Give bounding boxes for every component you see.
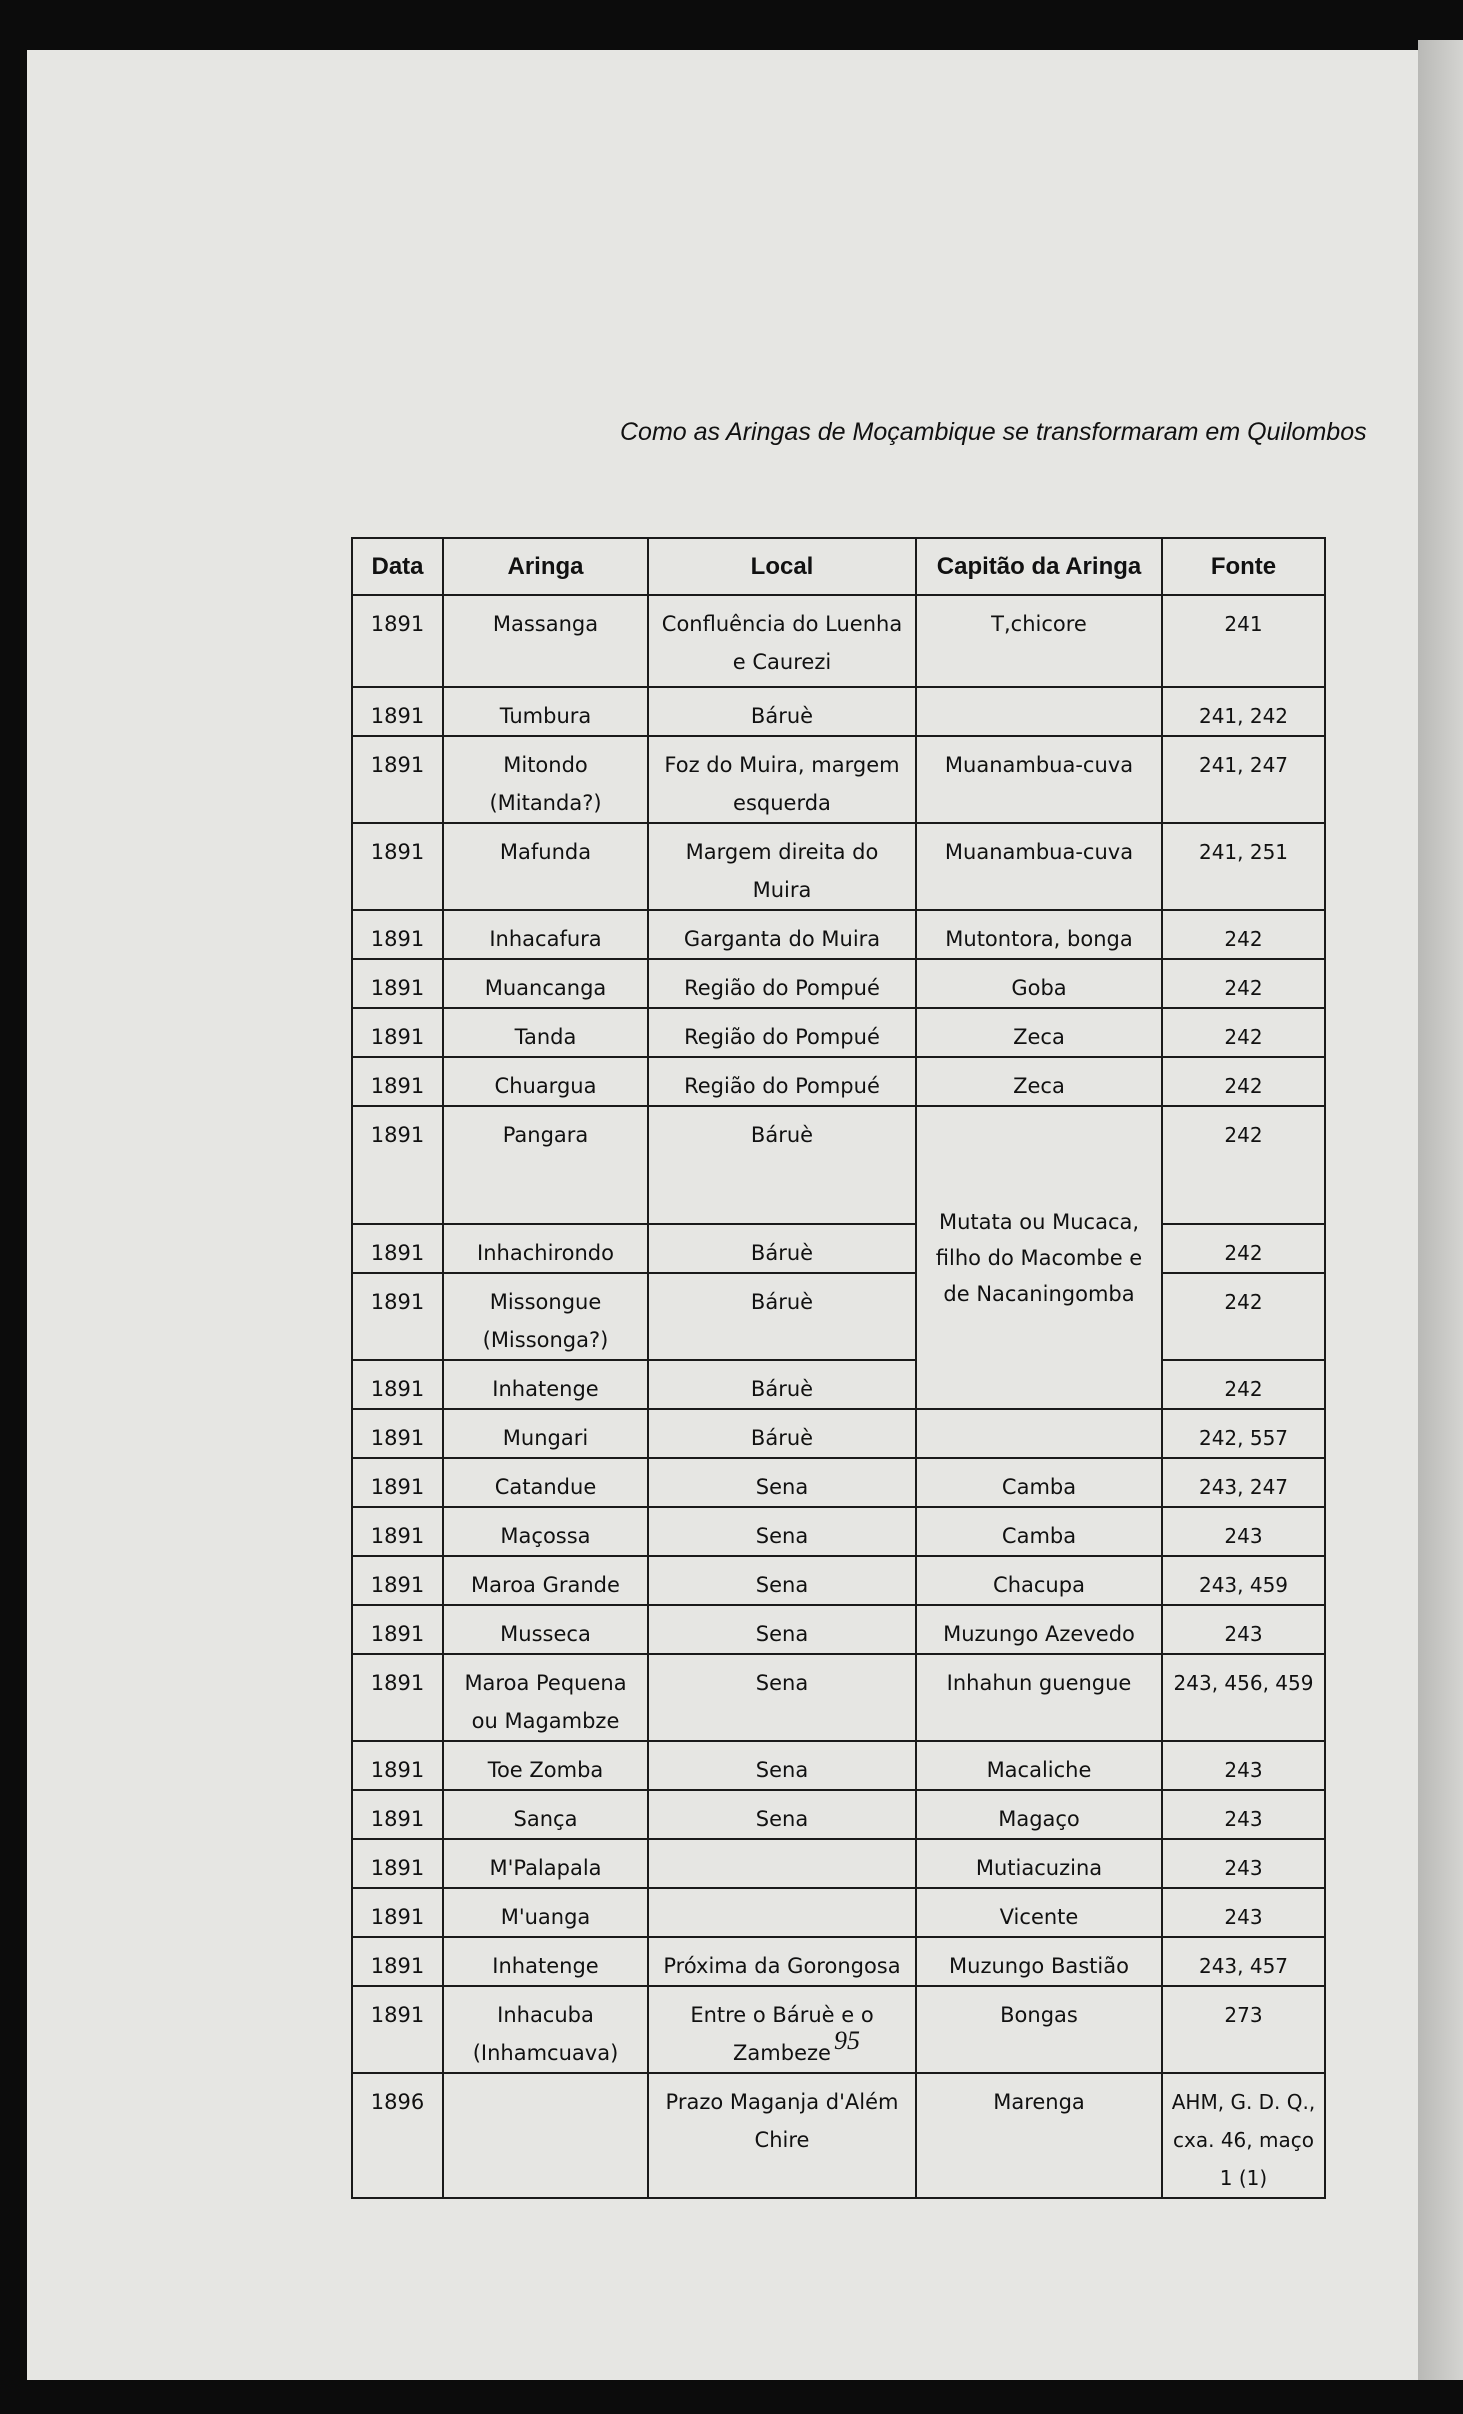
- table-row: [352, 959, 1325, 1008]
- cell-local: Confluência do Luenha e Caurezi: [648, 595, 916, 687]
- cell-capitao: Camba: [916, 1458, 1162, 1507]
- aringas-table: [351, 537, 1326, 2199]
- cell-local: Próxima da Gorongosa: [648, 1937, 916, 1986]
- cell-aringa: Musseca: [443, 1605, 648, 1654]
- cell-capitao: Magaço: [916, 1790, 1162, 1839]
- cell-data: 1891: [352, 1986, 443, 2073]
- table-row: [352, 1008, 1325, 1057]
- cell-fonte: 243, 456, 459: [1162, 1654, 1325, 1741]
- cell-aringa: Sança: [443, 1790, 648, 1839]
- page-number: 95: [834, 2026, 860, 2055]
- cell-fonte: 241, 247: [1162, 736, 1325, 823]
- cell-data: 1891: [352, 595, 443, 687]
- cell-data: 1891: [352, 1507, 443, 1556]
- cell-local: Entre o Báruè e o Zambeze: [648, 1986, 916, 2073]
- cell-capitao: Mutiacuzina: [916, 1839, 1162, 1888]
- cell-data: 1891: [352, 1839, 443, 1888]
- cell-local: Báruè: [648, 1360, 916, 1409]
- cell-fonte: 243: [1162, 1888, 1325, 1937]
- header-capitao: Capitão da Aringa: [916, 538, 1162, 595]
- cell-local: [648, 1839, 916, 1888]
- cell-fonte: 243, 247: [1162, 1458, 1325, 1507]
- cell-aringa: Inhachirondo: [443, 1224, 648, 1273]
- cell-aringa: Inhacafura: [443, 910, 648, 959]
- cell-local: Sena: [648, 1654, 916, 1741]
- cell-capitao: Inhahun guengue: [916, 1654, 1162, 1741]
- cell-aringa: Muancanga: [443, 959, 648, 1008]
- cell-aringa: Mitondo (Mitanda?): [443, 736, 648, 823]
- cell-fonte: 243, 459: [1162, 1556, 1325, 1605]
- cell-aringa: Pangara: [443, 1106, 648, 1224]
- cell-fonte: 242: [1162, 959, 1325, 1008]
- cell-fonte: 242: [1162, 1008, 1325, 1057]
- header-data: Data: [352, 538, 443, 595]
- table-row: [352, 1224, 1325, 1273]
- cell-local: Região do Pompué: [648, 1008, 916, 1057]
- cell-capitao: Macaliche: [916, 1741, 1162, 1790]
- page-edge: [1418, 40, 1463, 2380]
- cell-data: 1891: [352, 959, 443, 1008]
- header-aringa: Aringa: [443, 538, 648, 595]
- table-row: [352, 1937, 1325, 1986]
- cell-aringa: Inhatenge: [443, 1937, 648, 1986]
- cell-local: Região do Pompué: [648, 1057, 916, 1106]
- cell-fonte: 242: [1162, 910, 1325, 959]
- cell-local: Foz do Muira, margem esquerda: [648, 736, 916, 823]
- cell-fonte: 242: [1162, 1360, 1325, 1409]
- cell-fonte: 241: [1162, 595, 1325, 687]
- cell-data: 1891: [352, 1106, 443, 1224]
- cell-capitao: Chacupa: [916, 1556, 1162, 1605]
- cell-data: 1891: [352, 1008, 443, 1057]
- cell-capitao: Zeca: [916, 1057, 1162, 1106]
- cell-data: 1891: [352, 1937, 443, 1986]
- cell-local: Região do Pompué: [648, 959, 916, 1008]
- table-row: [352, 823, 1325, 910]
- table-row: [352, 1741, 1325, 1790]
- cell-data: 1891: [352, 736, 443, 823]
- cell-local: [648, 1888, 916, 1937]
- cell-local: Báruè: [648, 687, 916, 736]
- cell-aringa: Mafunda: [443, 823, 648, 910]
- cell-aringa: Inhacuba (Inhamcuava): [443, 1986, 648, 2073]
- cell-local: Sena: [648, 1556, 916, 1605]
- cell-capitao: Bongas: [916, 1986, 1162, 2073]
- cell-aringa: Tumbura: [443, 687, 648, 736]
- cell-aringa: Chuargua: [443, 1057, 648, 1106]
- table-row: [352, 1106, 1325, 1224]
- cell-fonte: 241, 251: [1162, 823, 1325, 910]
- cell-fonte: 273: [1162, 1986, 1325, 2073]
- cell-local: Prazo Maganja d'Além Chire: [648, 2073, 916, 2198]
- cell-data: 1891: [352, 1741, 443, 1790]
- cell-local: Garganta do Muira: [648, 910, 916, 959]
- cell-local: Sena: [648, 1605, 916, 1654]
- cell-fonte: 241, 242: [1162, 687, 1325, 736]
- cell-aringa: Massanga: [443, 595, 648, 687]
- cell-capitao: Mutontora, bonga: [916, 910, 1162, 959]
- cell-aringa: Maçossa: [443, 1507, 648, 1556]
- cell-capitao: T,chicore: [916, 595, 1162, 687]
- cell-data: 1891: [352, 1224, 443, 1273]
- cell-local: Báruè: [648, 1224, 916, 1273]
- cell-aringa: M'uanga: [443, 1888, 648, 1937]
- table-row: [352, 1360, 1325, 1409]
- cell-data: 1891: [352, 1790, 443, 1839]
- table-row: [352, 1605, 1325, 1654]
- cell-fonte: 242, 557: [1162, 1409, 1325, 1458]
- header-local: Local: [648, 538, 916, 595]
- cell-fonte: 243: [1162, 1839, 1325, 1888]
- cell-capitao: [916, 687, 1162, 736]
- cell-local: Sena: [648, 1741, 916, 1790]
- cell-fonte: 243: [1162, 1507, 1325, 1556]
- cell-aringa: Maroa Grande: [443, 1556, 648, 1605]
- cell-capitao-merged: Mutata ou Mucaca, filho do Macombe e de Nacaningomba: [916, 1106, 1162, 1409]
- cell-fonte: 242: [1162, 1057, 1325, 1106]
- table-row: [352, 687, 1325, 736]
- table-row: [352, 1654, 1325, 1741]
- cell-fonte: 242: [1162, 1273, 1325, 1360]
- cell-data: 1891: [352, 687, 443, 736]
- cell-capitao: Muanambua-cuva: [916, 736, 1162, 823]
- cell-data: 1891: [352, 1273, 443, 1360]
- cell-capitao: Goba: [916, 959, 1162, 1008]
- header-fonte: Fonte: [1162, 538, 1325, 595]
- table-row: [352, 736, 1325, 823]
- cell-fonte: 243: [1162, 1605, 1325, 1654]
- table-row: [352, 1409, 1325, 1458]
- cell-aringa: Catandue: [443, 1458, 648, 1507]
- cell-data: 1891: [352, 1057, 443, 1106]
- cell-capitao: Camba: [916, 1507, 1162, 1556]
- cell-aringa: [443, 2073, 648, 2198]
- cell-aringa: M'Palapala: [443, 1839, 648, 1888]
- cell-data: 1891: [352, 1888, 443, 1937]
- cell-fonte: AHM, G. D. Q., cxa. 46, maço 1 (1): [1162, 2073, 1325, 2198]
- table-row: [352, 1888, 1325, 1937]
- cell-data: 1891: [352, 1409, 443, 1458]
- table-row: [352, 1839, 1325, 1888]
- table-row: [352, 1556, 1325, 1605]
- cell-aringa: Toe Zomba: [443, 1741, 648, 1790]
- table-row: [352, 1507, 1325, 1556]
- cell-local: Báruè: [648, 1273, 916, 1360]
- cell-data: 1896: [352, 2073, 443, 2198]
- running-header: Como as Aringas de Moçambique se transformaram em Quilombos: [620, 418, 1367, 446]
- table-row: [352, 1273, 1325, 1360]
- cell-capitao: Muzungo Azevedo: [916, 1605, 1162, 1654]
- cell-data: 1891: [352, 1654, 443, 1741]
- cell-capitao: Zeca: [916, 1008, 1162, 1057]
- cell-capitao: Vicente: [916, 1888, 1162, 1937]
- cell-fonte: 243: [1162, 1790, 1325, 1839]
- cell-capitao: Muzungo Bastião: [916, 1937, 1162, 1986]
- cell-fonte: 243, 457: [1162, 1937, 1325, 1986]
- table-header-row: [352, 538, 1325, 595]
- cell-local: Báruè: [648, 1106, 916, 1224]
- cell-aringa: Tanda: [443, 1008, 648, 1057]
- cell-local: Sena: [648, 1458, 916, 1507]
- table-row: [352, 595, 1325, 687]
- cell-aringa: Missongue (Missonga?): [443, 1273, 648, 1360]
- cell-data: 1891: [352, 823, 443, 910]
- cell-local: Sena: [648, 1507, 916, 1556]
- cell-fonte: 243: [1162, 1741, 1325, 1790]
- cell-aringa: Mungari: [443, 1409, 648, 1458]
- cell-aringa: Inhatenge: [443, 1360, 648, 1409]
- cell-data: 1891: [352, 1556, 443, 1605]
- table-row: [352, 1458, 1325, 1507]
- table-row: [352, 910, 1325, 959]
- cell-data: 1891: [352, 1360, 443, 1409]
- cell-local: Báruè: [648, 1409, 916, 1458]
- cell-fonte: 242: [1162, 1224, 1325, 1273]
- cell-data: 1891: [352, 910, 443, 959]
- cell-capitao: [916, 1409, 1162, 1458]
- cell-data: 1891: [352, 1458, 443, 1507]
- cell-fonte: 242: [1162, 1106, 1325, 1224]
- cell-capitao: Marenga: [916, 2073, 1162, 2198]
- table-row: [352, 1057, 1325, 1106]
- cell-capitao: Muanambua-cuva: [916, 823, 1162, 910]
- cell-aringa: Maroa Pequena ou Magambze: [443, 1654, 648, 1741]
- cell-local: Margem direita do Muira: [648, 823, 916, 910]
- table-row: [352, 1790, 1325, 1839]
- cell-local: Sena: [648, 1790, 916, 1839]
- table-row: [352, 2073, 1325, 2198]
- cell-data: 1891: [352, 1605, 443, 1654]
